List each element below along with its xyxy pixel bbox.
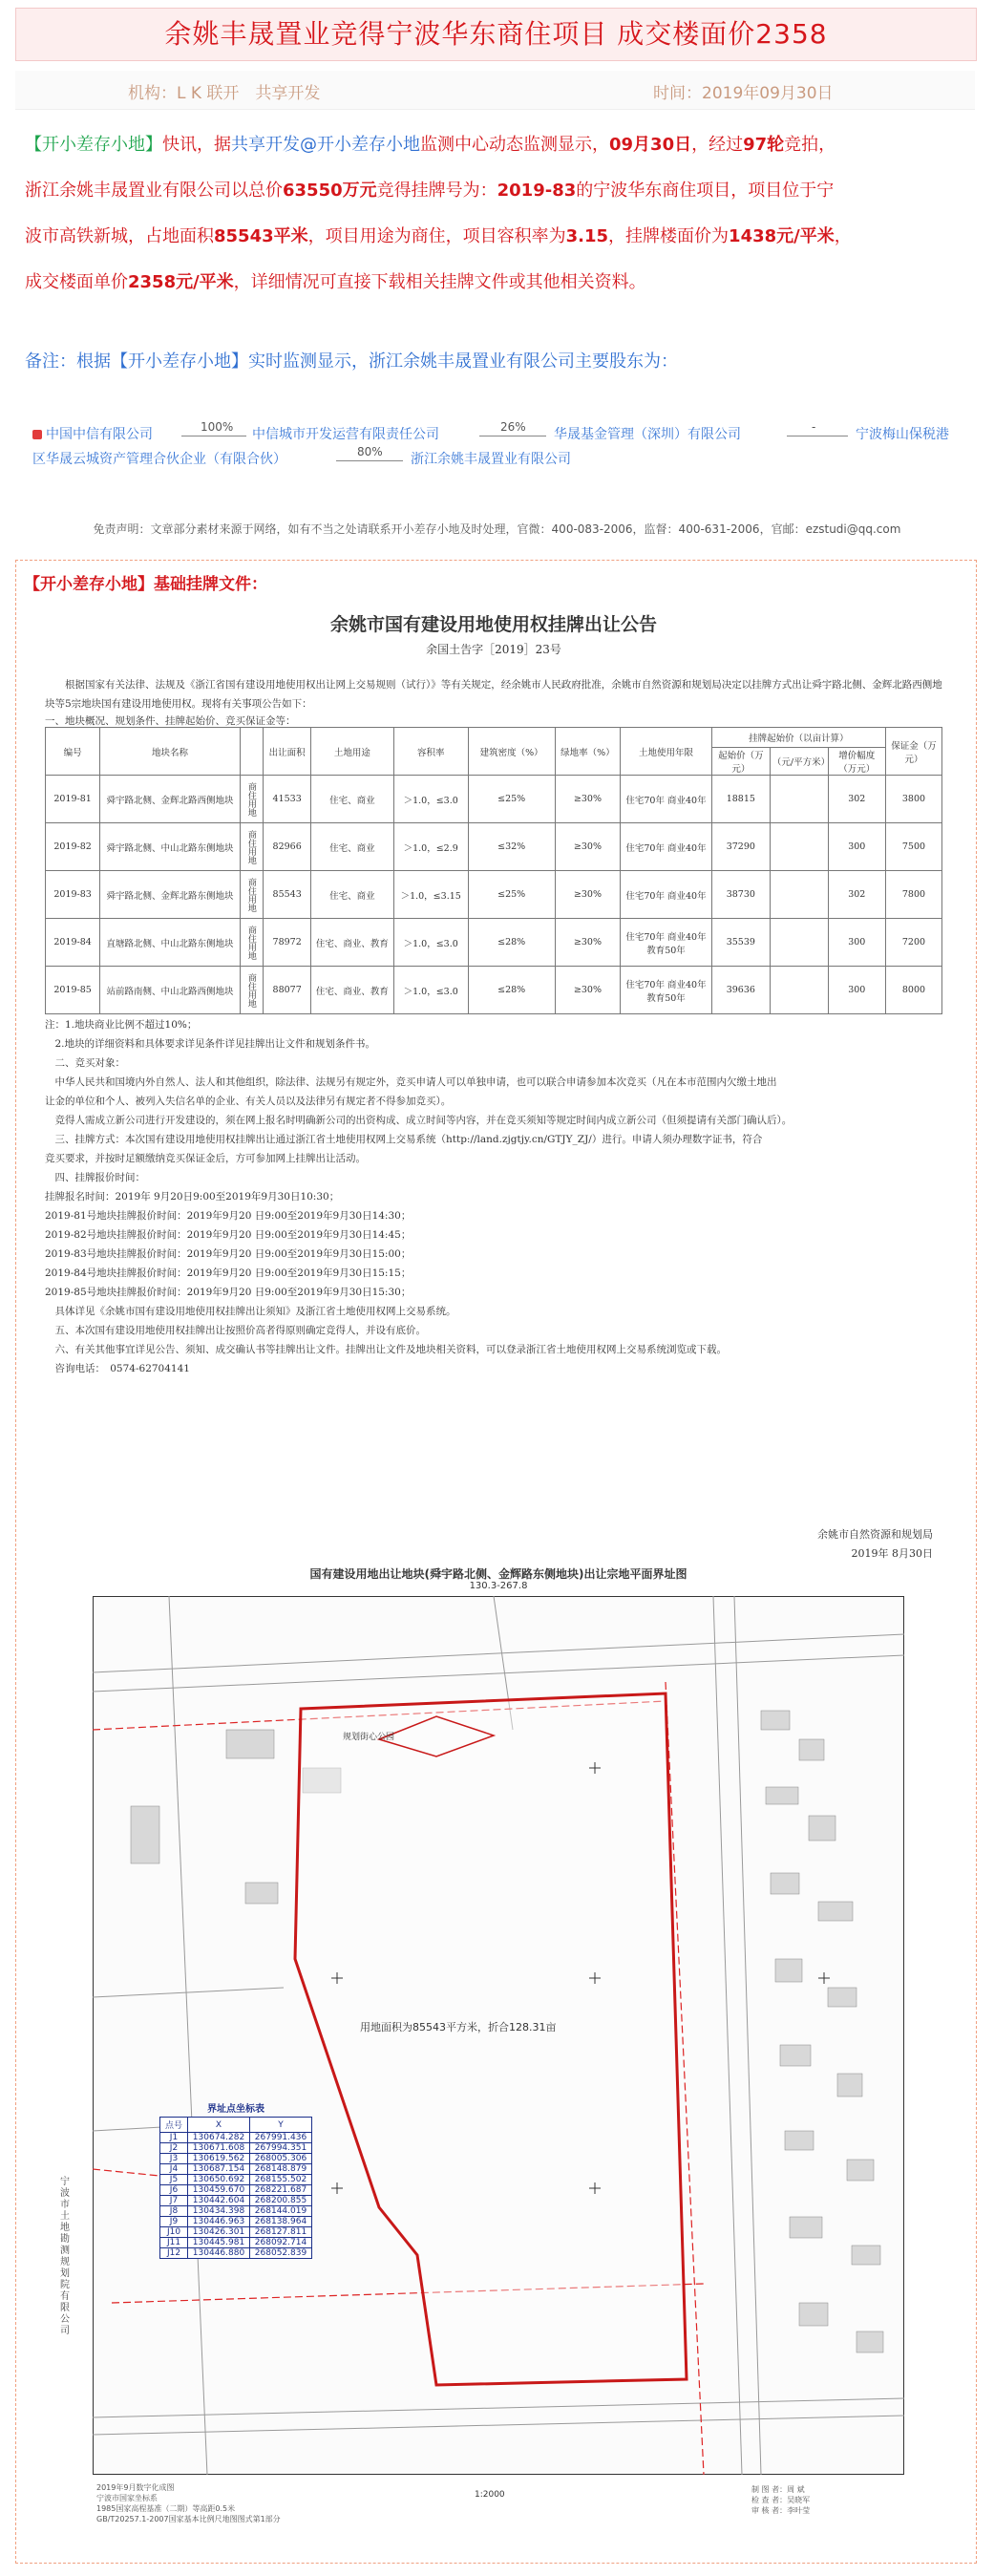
coord-cell: 130671.608 — [188, 2143, 250, 2154]
row-tag: 商住用地 — [245, 829, 256, 864]
text: 快讯，据 — [162, 135, 231, 155]
notice-line: 具体详见《余姚市国有建设用地使用权挂牌出让须知》及浙江省土地使用权网上交易系统。 — [45, 1306, 456, 1317]
area-label: 用地面积为85543平方米，折合128.31亩 — [360, 2021, 557, 2033]
table-cell: 住宅、商业 — [311, 776, 394, 823]
table-cell: 41533 — [264, 776, 311, 823]
table-cell: ≤25% — [468, 776, 555, 823]
table-cell: 住宅70年 商业40年 — [621, 776, 712, 823]
map-footnote: 宁波市国家坐标系 — [96, 2494, 158, 2502]
map-footnotes — [96, 2482, 281, 2524]
text: ，经过 — [691, 135, 744, 155]
coord-cell: 268138.964 — [250, 2217, 312, 2227]
notice-line: 2019-81号地块挂牌报价时间：2019年9月20 日9:00至2019年9月30日14:30； — [45, 1210, 412, 1222]
table-cell: 2019-84 — [46, 919, 100, 967]
article-line-2 — [25, 168, 970, 214]
notice-line: 咨询电话： 0574-62704141 — [45, 1363, 190, 1374]
notice-line: 竞买要求，并按时足额缴纳竞买保证金后，方可参加网上挂牌出让活动。 — [45, 1153, 366, 1164]
brand-link[interactable]: 共享开发@开小差存小地 — [231, 135, 420, 155]
article-line-4 — [25, 260, 970, 306]
row-tag-cell — [240, 919, 264, 967]
notice-line: 2019-82号地块挂牌报价时间：2019年9月20 日9:00至2019年9月30日14:45； — [45, 1229, 412, 1241]
table-cell: 82966 — [264, 823, 311, 871]
coord-cell: 268155.502 — [250, 2175, 312, 2185]
map-signature: 检 查 者：吴晓军 — [751, 2496, 811, 2504]
coord-cell: 130446.880 — [188, 2248, 250, 2259]
map-footnote: 2019年9月数字化成图 — [96, 2483, 175, 2492]
coord-cell: J4 — [160, 2164, 188, 2175]
map-side-label: 宁波市土地勘测规划院有限公司 — [60, 2177, 70, 2336]
table-cell: 7800 — [885, 871, 941, 919]
notice-document — [45, 603, 942, 1567]
coord-cell: 267991.436 — [250, 2133, 312, 2143]
row-tag: 商住用地 — [245, 781, 256, 817]
coord-cell: J11 — [160, 2238, 188, 2248]
table-cell: 300 — [828, 919, 885, 967]
notice-line: 让金的单位和个人、被列入失信名单的企业、有关人员以及法律另有规定者不得参加竞买）。 — [45, 1096, 452, 1107]
title-bar — [15, 8, 977, 61]
sign-date: 2019年 8月30日 — [851, 1547, 933, 1560]
table-cell: ＞1.0，≤2.9 — [393, 823, 468, 871]
notice-line: 四、挂牌报价时间： — [45, 1172, 145, 1183]
attachment-heading: 【开小差存小地】基础挂牌文件： — [24, 575, 267, 594]
row-tag-cell — [240, 871, 264, 919]
chain-row-1 — [32, 424, 153, 443]
coord-cell: 268221.687 — [250, 2185, 312, 2196]
text: 的宁波华东商住项目，项目位于宁 — [576, 181, 835, 201]
table-cell: 住宅70年 商业40年 — [621, 823, 712, 871]
coord-cell: 130674.282 — [188, 2133, 250, 2143]
col-header: 土地用途 — [311, 728, 394, 776]
company-link[interactable]: 浙江余姚丰晟置业有限公司 — [411, 452, 571, 467]
table-cell: ≥30% — [555, 871, 621, 919]
text: 成交楼面单价 — [25, 272, 128, 292]
percent-label: 80% — [357, 445, 383, 458]
highlight-far: 3.15 — [565, 226, 609, 246]
col-header: 地块名称 — [100, 728, 240, 776]
notice-line: 竞得人需成立新公司进行开发建设的，须在网上报名时明确新公司的出资构成、成立时间等内容，并在竞买须知等规定时间内成立新公司（但须提请有关部门确认后）。 — [45, 1115, 793, 1126]
text: ，挂牌楼面价为 — [608, 226, 730, 246]
org-label: 机构：L K 联开 共享开发 — [128, 84, 321, 103]
table-cell — [770, 776, 828, 823]
map-drawing — [93, 1596, 904, 2475]
coord-cell: 130687.154 — [188, 2164, 250, 2175]
text: ，详细情况可直接下载相关挂牌文件或其他相关资料。 — [233, 272, 646, 292]
stop-icon — [32, 430, 42, 439]
percent-label: 26% — [500, 420, 526, 434]
row-tag: 商住用地 — [245, 925, 256, 960]
notice-section-1: 一、地块概况、规划条件、挂牌起始价、竞买保证金等： — [45, 715, 296, 727]
table-cell: ≤28% — [468, 919, 555, 967]
map-title: 国有建设用地出让地块(舜宇路北侧、金辉路东侧地块)出让宗地平面界址图 — [309, 1567, 687, 1581]
coord-row — [160, 2175, 312, 2185]
coord-cell: J10 — [160, 2227, 188, 2238]
text: 监测中心动态监测显示， — [420, 135, 609, 155]
table-cell: 35539 — [711, 919, 770, 967]
shareholder-note: 备注：根据【开小差存小地】实时监测显示，浙江余姚丰晟置业有限公司主要股东为： — [25, 351, 678, 372]
table-cell: ≥30% — [555, 967, 621, 1014]
table-cell: 住宅、商业、教育 — [311, 919, 394, 967]
coord-cell: J6 — [160, 2185, 188, 2196]
coord-row — [160, 2133, 312, 2143]
coord-cell: J1 — [160, 2133, 188, 2143]
coord-row — [160, 2143, 312, 2154]
table-cell: ≥30% — [555, 919, 621, 967]
text: 竞拍， — [784, 135, 836, 155]
table-cell: 2019-83 — [46, 871, 100, 919]
table-cell: 85543 — [264, 871, 311, 919]
notice-doc-no: 余国土告字［2019］23号 — [426, 643, 561, 656]
coord-row — [160, 2217, 312, 2227]
table-cell: 78972 — [264, 919, 311, 967]
highlight-date: 09月30日 — [609, 135, 692, 155]
table-cell: 住宅、商业 — [311, 823, 394, 871]
time-label: 时间：2019年09月30日 — [653, 84, 834, 103]
map-scale: 1:2000 — [475, 2490, 505, 2500]
notice-line: 2019-85号地块挂牌报价时间：2019年9月20 日9:00至2019年9月30日15:30； — [45, 1287, 412, 1298]
notice-intro: 根据国家有关法律、法规及《浙江省国有建设用地使用权出让网上交易规则（试行）》等有关规定，经余姚市人民政府批准，余姚市自然资源和规划局决定以挂牌方式出让舜宇路北侧、金辉北路西侧地块等5宗地块国有建设用地使用权。现将有关事项公告如下： — [45, 679, 942, 710]
coord-row — [160, 2227, 312, 2238]
coord-cell: 268005.306 — [250, 2154, 312, 2164]
table-cell: 舜宇路北侧、金辉北路东侧地块 — [100, 871, 240, 919]
highlight-lot: 2019-83 — [497, 181, 577, 201]
col-header: 建筑密度（%） — [468, 728, 555, 776]
map-signature: 审 核 者：李叶莹 — [751, 2506, 811, 2515]
coord-cell: 130434.398 — [188, 2206, 250, 2217]
park-label: 规划街心公园 — [343, 1733, 395, 1742]
highlight-unit-price: 2358元/平米 — [128, 272, 234, 292]
row-tag-cell — [240, 967, 264, 1014]
table-cell: ≤32% — [468, 823, 555, 871]
table-cell: 37290 — [711, 823, 770, 871]
map-footnote: 1985国家高程基准（二期）等高距0.5米 — [96, 2504, 236, 2513]
coord-row — [160, 2248, 312, 2259]
company-link[interactable]: 中信城市开发运营有限责任公司 — [252, 427, 439, 442]
coordinate-table — [159, 2100, 312, 2259]
shareholder-chain — [32, 420, 978, 481]
coord-row — [160, 2206, 312, 2217]
coord-header: X — [188, 2118, 250, 2133]
table-cell: 住宅70年 商业40年 教育50年 — [621, 967, 712, 1014]
coord-row — [160, 2164, 312, 2175]
coord-row — [160, 2154, 312, 2164]
table-cell: 300 — [828, 823, 885, 871]
col-header: （元/平方米） — [770, 748, 828, 776]
notice-line: 中华人民共和国境内外自然人、法人和其他组织，除法律、法规另有规定外，竞买申请人可以单独申请，也可以联合申请参加本次竞买（凡在本市范围内欠缴土地出 — [45, 1076, 777, 1088]
table-cell: 住宅、商业、教育 — [311, 967, 394, 1014]
coord-cell: J3 — [160, 2154, 188, 2164]
meta-line — [15, 71, 975, 110]
coord-cell: 130459.670 — [188, 2185, 250, 2196]
notice-line: 六、有关其他事宜详见公告、须知、成交确认书等挂牌出让文件。挂牌出让文件及地块相关资料，可以登录浙江省土地使用权网上交易系统浏览或下载。 — [45, 1344, 727, 1355]
table-row — [46, 776, 942, 823]
text: 竞得挂牌号为： — [376, 181, 497, 201]
table-cell: ≤28% — [468, 967, 555, 1014]
col-header: 编号 — [46, 728, 100, 776]
table-cell: 88077 — [264, 967, 311, 1014]
map-subtitle: 130.3-267.8 — [469, 1581, 528, 1591]
coord-cell: 130446.963 — [188, 2217, 250, 2227]
col-header: 绿地率（%） — [555, 728, 621, 776]
article-line-1 — [25, 122, 970, 168]
text: 浙江余姚丰晟置业有限公司以总价 — [25, 181, 283, 201]
company-link[interactable]: 宁波梅山保税港 — [856, 427, 949, 442]
coord-cell: J12 — [160, 2248, 188, 2259]
coord-header: Y — [250, 2118, 312, 2133]
notice-body — [45, 1015, 942, 1378]
table-cell: 直塘路北侧、中山北路东侧地块 — [100, 919, 240, 967]
table-cell: 舜宇路北侧、中山北路东侧地块 — [100, 823, 240, 871]
table-cell: 7500 — [885, 823, 941, 871]
table-cell: 站前路南侧、中山北路西侧地块 — [100, 967, 240, 1014]
percent-label: 100% — [201, 420, 234, 434]
notice-line: 二、竞买对象： — [45, 1057, 125, 1069]
row-tag-cell — [240, 823, 264, 871]
coord-cell: 268092.714 — [250, 2238, 312, 2248]
notice-title: 余姚市国有建设用地使用权挂牌出让公告 — [329, 614, 657, 635]
coord-cell: 268127.811 — [250, 2227, 312, 2238]
arrow-line — [336, 460, 403, 461]
table-cell: ＞1.0，≤3.15 — [393, 871, 468, 919]
table-cell — [770, 967, 828, 1014]
table-cell: 3800 — [885, 776, 941, 823]
coord-cell: 268148.879 — [250, 2164, 312, 2175]
table-cell: 302 — [828, 776, 885, 823]
table-cell: 39636 — [711, 967, 770, 1014]
row-tag: 商住用地 — [245, 877, 256, 912]
coord-cell: 130426.301 — [188, 2227, 250, 2238]
disclaimer: 免责声明：文章部分素材来源于网络，如有不当之处请联系开小差存小地及时处理，官微：400-083-2006，监督：400-631-2006，官邮：ezstudi@qq.com — [93, 522, 901, 536]
coord-row — [160, 2196, 312, 2206]
table-cell: ≥30% — [555, 823, 621, 871]
table-row — [46, 919, 942, 967]
table-cell: 18815 — [711, 776, 770, 823]
coord-cell: J9 — [160, 2217, 188, 2227]
table-row — [46, 967, 942, 1014]
coord-cell: J2 — [160, 2143, 188, 2154]
col-header: 出让面积 — [264, 728, 311, 776]
col-header: 保证金（万元） — [885, 728, 941, 776]
table-cell: ≥30% — [555, 776, 621, 823]
highlight-rounds: 97轮 — [743, 135, 785, 155]
coord-cell: 130650.692 — [188, 2175, 250, 2185]
col-header: 土地使用年限 — [621, 728, 712, 776]
table-cell: 住宅70年 商业40年 — [621, 871, 712, 919]
coord-row — [160, 2185, 312, 2196]
map-signatures — [751, 2484, 810, 2516]
table-cell: ＞1.0，≤3.0 — [393, 967, 468, 1014]
table-cell: 7200 — [885, 919, 941, 967]
col-header: 增价幅度（万元） — [828, 748, 885, 776]
map-signature: 制 图 者：周 斌 — [751, 2485, 805, 2494]
coord-cell: 268052.839 — [250, 2248, 312, 2259]
coord-cell: J8 — [160, 2206, 188, 2217]
notice-line: 挂牌报名时间：2019年 9月20日9:00至2019年9月30日10:30； — [45, 1191, 340, 1203]
coordinate-table-title: 界址点坐标表 — [207, 2104, 264, 2115]
notice-signature — [817, 1525, 933, 1564]
text: ， — [834, 226, 852, 246]
notice-line: 2019-83号地块挂牌报价时间：2019年9月20 日9:00至2019年9月30日15:00； — [45, 1248, 412, 1260]
coord-cell: 268144.019 — [250, 2206, 312, 2217]
text: ，项目用途为商住，项目容积率为 — [307, 226, 566, 246]
highlight-price: 63550万元 — [283, 181, 377, 201]
sign-org: 余姚市自然资源和规划局 — [817, 1528, 933, 1541]
coordinate-rows — [160, 2133, 312, 2259]
land-table-body — [46, 776, 942, 1014]
table-cell: 舜宇路北侧、金辉北路西侧地块 — [100, 776, 240, 823]
table-cell: 300 — [828, 967, 885, 1014]
coord-header: 点号 — [160, 2118, 188, 2133]
table-cell: 8000 — [885, 967, 941, 1014]
table-cell: 住宅70年 商业40年 教育50年 — [621, 919, 712, 967]
col-header: 起始价（万元） — [711, 748, 770, 776]
brand-tag: 【开小差存小地】 — [25, 135, 162, 155]
table-cell — [770, 871, 828, 919]
attachment-panel — [15, 560, 977, 2564]
land-table — [45, 727, 942, 1014]
table-cell: 38730 — [711, 871, 770, 919]
col-group-header: 挂牌起始价（以亩计算） — [711, 728, 885, 748]
table-cell: 2019-85 — [46, 967, 100, 1014]
page-title: 余姚丰晟置业竞得宁波华东商住项目 成交楼面价2358 — [164, 18, 828, 50]
coord-cell: 130445.981 — [188, 2238, 250, 2248]
table-row — [46, 823, 942, 871]
table-cell: ＞1.0，≤3.0 — [393, 919, 468, 967]
percent-label: - — [812, 420, 816, 434]
row-tag: 商住用地 — [245, 972, 256, 1008]
company-link[interactable]: 华晟基金管理（深圳）有限公司 — [554, 427, 741, 442]
company-link[interactable]: 区华晟云城资产管理合伙企业（有限合伙） — [32, 452, 286, 467]
coord-row — [160, 2238, 312, 2248]
notice-line: 注：1.地块商业比例不超过10%； — [45, 1019, 198, 1031]
map-footnote: GB/T20257.1-2007国家基本比例尺地图图式第1部分 — [96, 2515, 281, 2523]
table-cell: 302 — [828, 871, 885, 919]
coord-cell: 130619.562 — [188, 2154, 250, 2164]
table-cell: 住宅、商业 — [311, 871, 394, 919]
row-tag-cell — [240, 776, 264, 823]
article-line-3 — [25, 214, 970, 260]
plot-map — [60, 1565, 904, 2549]
table-cell — [770, 823, 828, 871]
company-link[interactable]: 中国中信有限公司 — [46, 427, 153, 442]
coord-cell: J5 — [160, 2175, 188, 2185]
col-header: 容积率 — [393, 728, 468, 776]
table-row — [46, 871, 942, 919]
coord-cell: 267994.351 — [250, 2143, 312, 2154]
table-cell — [770, 919, 828, 967]
table-cell: 2019-82 — [46, 823, 100, 871]
coord-cell: 130442.604 — [188, 2196, 250, 2206]
table-cell: ≤25% — [468, 871, 555, 919]
highlight-area: 85543平米 — [214, 226, 308, 246]
highlight-list-price: 1438元/平米 — [729, 226, 835, 246]
text: 波市高铁新城，占地面积 — [25, 226, 214, 246]
col-header — [240, 728, 264, 776]
notice-line: 五、本次国有建设用地使用权挂牌出让按照价高者得原则确定竞得人，并设有底价。 — [45, 1325, 426, 1336]
notice-line: 三、挂牌方式：本次国有建设用地使用权挂牌出让通过浙江省土地使用权网上交易系统（http://land.zjgtjy.cn/GTJY_ZJ/）进行。申请人须办理数字证书，符合 — [45, 1134, 763, 1145]
notice-line: 2.地块的详细资料和具体要求详见条件详见挂牌出让文件和规划条件书。 — [45, 1038, 376, 1050]
table-cell: ＞1.0，≤3.0 — [393, 776, 468, 823]
table-cell: 2019-81 — [46, 776, 100, 823]
coord-cell: J7 — [160, 2196, 188, 2206]
coord-cell: 268200.855 — [250, 2196, 312, 2206]
notice-line: 2019-84号地块挂牌报价时间：2019年9月20 日9:00至2019年9月30日15:15； — [45, 1267, 412, 1279]
